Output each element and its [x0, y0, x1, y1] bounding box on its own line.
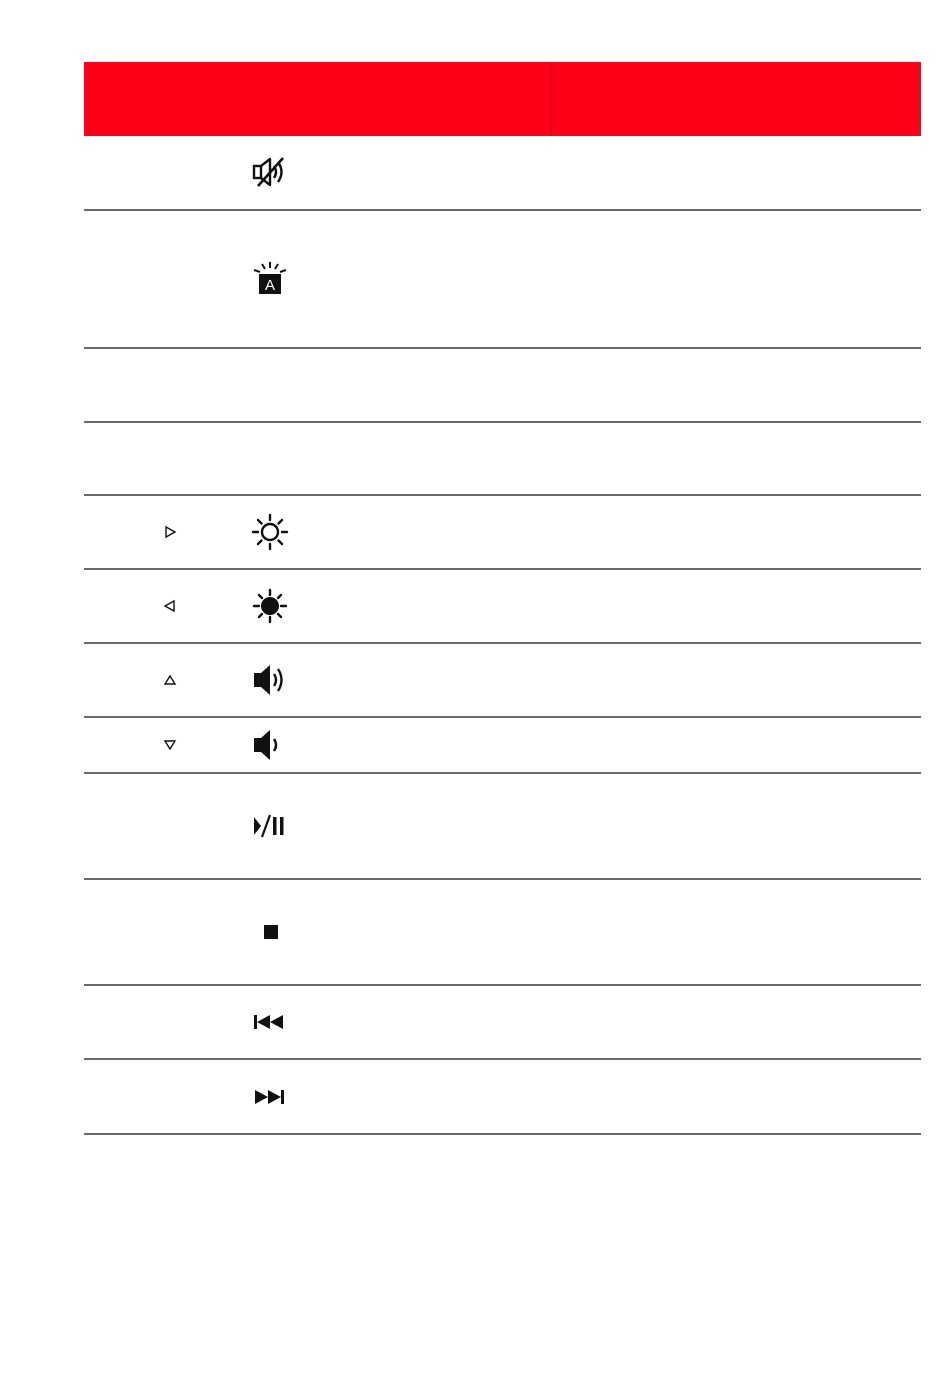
table-row: [84, 880, 921, 986]
next-track-icon: [250, 1077, 290, 1117]
previous-track-icon: [250, 1002, 290, 1042]
triangle-left-icon: [163, 599, 177, 613]
table-row: [84, 1060, 921, 1135]
triangle-down-icon: [163, 738, 177, 752]
table-row: [84, 774, 921, 880]
hotkey-table: [84, 62, 921, 1135]
brightness-down-icon: [250, 586, 290, 626]
table-row: [84, 136, 921, 211]
volume-down-icon: [250, 725, 290, 765]
header-cell-hotkey: [84, 62, 550, 136]
triangle-right-icon: [163, 525, 177, 539]
table-row: [84, 644, 921, 718]
header-cell-function: [552, 62, 921, 136]
backlight-letter: A: [264, 277, 276, 294]
table-row: [84, 211, 921, 349]
table-row: [84, 423, 921, 496]
brightness-up-icon: [250, 512, 290, 552]
table-row: [84, 349, 921, 423]
triangle-up-icon: [163, 673, 177, 687]
table-header: [84, 62, 921, 136]
table-row: [84, 986, 921, 1060]
stop-icon: [250, 912, 290, 952]
keyboard-backlight-icon: [250, 259, 290, 299]
volume-up-icon: [250, 660, 290, 700]
table-row: [84, 496, 921, 570]
play-pause-icon: [250, 806, 290, 846]
table-row: [84, 570, 921, 644]
table-row: [84, 718, 921, 774]
speaker-mute-icon: [250, 153, 290, 193]
